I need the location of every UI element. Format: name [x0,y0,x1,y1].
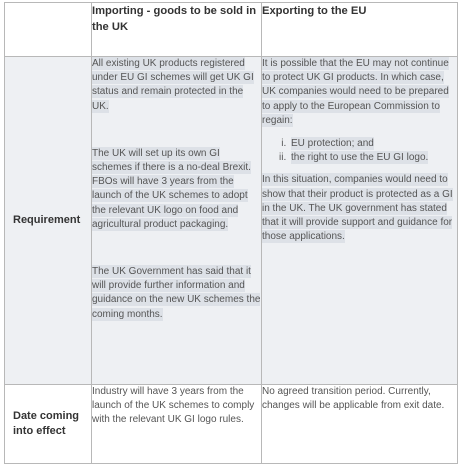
requirement-row [5,57,458,385]
date-row [5,385,458,464]
requirement-exporting-cell [262,57,458,385]
date-exporting-cell [262,385,458,464]
header-importing: Importing - goods to be sold in the UK [92,3,262,57]
importing-paragraph-1: All existing UK products registered under EU GI schemes will get UK GI status and remain protected in the UK. [92,58,254,112]
importing-paragraph-3: The UK Government has said that it will provide further information and guidance on the new UK schemes the coming months. [92,266,261,320]
importing-paragraph-2: The UK will set up its own GI schemes if there is a no-deal Brexit. FBOs will have 3 years from the launch of the UK schemes to adopt the relevant UK logo on food and agricultural product packaging. [92,147,251,230]
exporting-list-item: i. EU protection; and [289,137,457,151]
header-row [5,3,458,57]
header-empty-cell [5,3,92,57]
exporting-intro: It is possible that the EU may not continue to protect UK GI products. In which case, UK companies would need to be prepared to apply to the European Commission to regain: [262,58,449,126]
exporting-list-item: ii. the right to use the EU GI logo. [289,151,457,165]
requirement-importing-cell [92,57,262,385]
date-importing-cell [92,385,262,464]
header-exporting: Exporting to the EU [262,3,458,57]
gi-comparison-table [4,2,458,464]
date-exporting-text: No agreed transition period. Currently, changes will be applicable from exit date. [262,386,445,412]
row-label-date: Date coming into effect [5,385,92,464]
exporting-outro: In this situation, companies would need to show that their product is protected as a GI in the UK. The UK government has stated that it will provide support and guidance for those applications. [262,174,453,243]
row-label-requirement: Requirement [5,57,92,385]
date-importing-text: Industry will have 3 years from the launch of the UK schemes to comply with the relevant UK GI logo rules. [92,386,255,426]
exporting-list [262,137,457,165]
